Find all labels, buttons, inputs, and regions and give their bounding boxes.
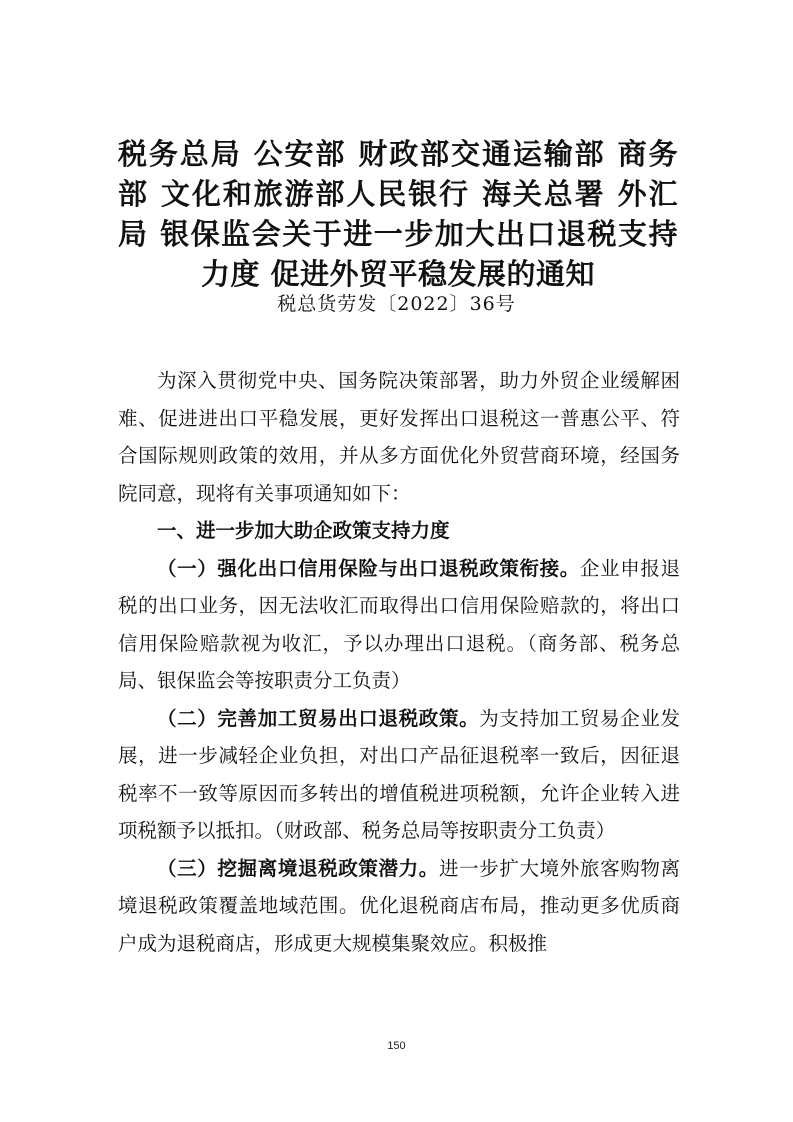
section-heading: 一、进一步加大助企政策支持力度	[157, 519, 450, 542]
document-number: 税总货劳发〔2022〕36号	[277, 293, 516, 315]
item-lead-3: （三）挖掘离境退税政策潜力。	[157, 856, 439, 880]
document-title: 税务总局 公安部 财政部交通运输部 商务部 文化和旅游部人民银行 海关总署 外汇局 银保监会关于进一步加大出口退税支持力度 促进外贸平稳发展的通知	[118, 137, 678, 291]
intro-paragraph: 为深入贯彻党中央、国务院决策部署，助力外贸企业缓解困难、促进进出口平稳发展，更好发挥出口退税这一普惠公平、符合国际规则政策的效用，并从多方面优化外贸营商环境，经国务院同意，现将有关事项通知如下：	[118, 369, 680, 505]
item-text-1: 企业申报退税的出口业务，因无法收汇而取得出口信用保险赔款的，将出口信用保险赔款视为收汇，予以办理出口退税。（商务部、税务总局、银保监会等按职责分工负责）	[118, 556, 680, 692]
item-text-2: 为支持加工贸易企业发展，进一步减轻企业负担，对出口产品征退税率一致后，因征退税率不一致等原因而多转出的增值税进项税额，允许企业转入进项税额予以抵扣。（财政部、税务总局等按职责分工负责）	[118, 706, 680, 842]
page-number: 150	[387, 1040, 406, 1052]
item-paragraph-1	[118, 550, 680, 700]
item-paragraph-3	[118, 850, 680, 963]
document-body	[118, 362, 680, 962]
item-lead-2: （二）完善加工贸易出口退税政策。	[157, 706, 480, 730]
item-lead-1: （一）强化出口信用保险与出口退税政策衔接。	[157, 556, 580, 580]
item-paragraph-2	[118, 700, 680, 850]
item-text-3: 进一步扩大境外旅客购物离境退税政策覆盖地域范围。优化退税商店布局，推动更多优质商户成为退税商店，形成更大规模集聚效应。积极推	[118, 856, 680, 955]
